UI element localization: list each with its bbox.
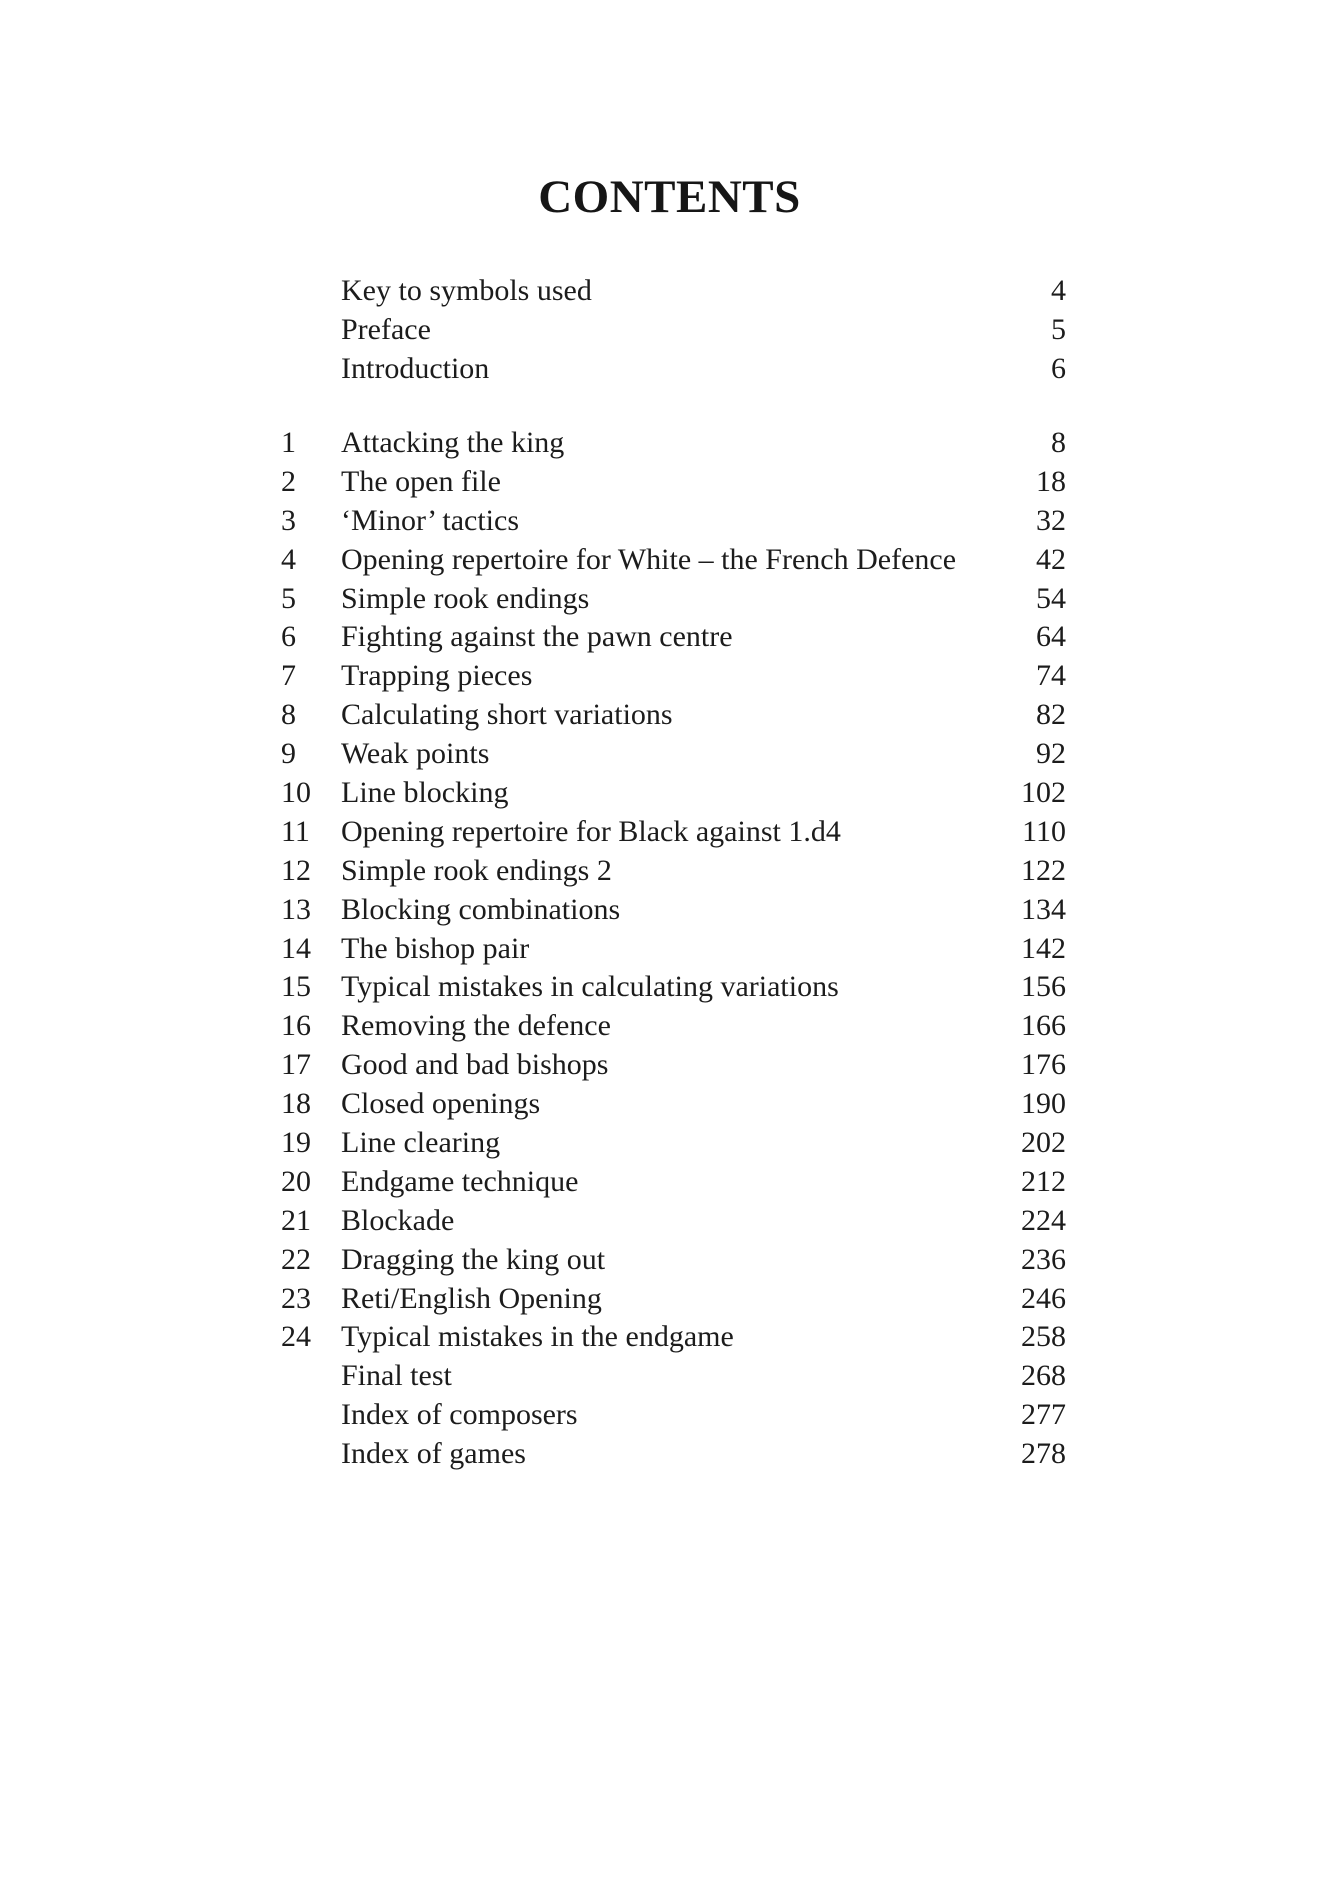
page-number: 258 [1021, 1320, 1066, 1354]
chapter-title: Good and bad bishops [341, 1048, 609, 1082]
chapter-title: Typical mistakes in the endgame [341, 1320, 734, 1354]
page-number: 74 [1036, 659, 1066, 693]
chapter-title: Final test [341, 1359, 452, 1393]
page-number: 134 [1021, 892, 1066, 926]
chapter-number: 13 [281, 892, 311, 926]
chapter-title: Closed openings [341, 1087, 541, 1121]
page-number: 6 [1051, 351, 1066, 385]
toc-row [281, 502, 1066, 541]
chapter-number: 7 [281, 659, 296, 693]
page-number: 110 [1022, 814, 1066, 848]
toc-row [281, 580, 1066, 619]
chapter-number: 4 [281, 542, 296, 576]
chapter-title: Index of composers [341, 1398, 578, 1432]
toc-row [281, 657, 1066, 696]
chapter-title: Blocking combinations [341, 892, 621, 926]
toc-row [281, 311, 1066, 350]
chapter-number: 15 [281, 970, 311, 1004]
page-number: 54 [1036, 581, 1066, 615]
page-number: 176 [1021, 1048, 1066, 1082]
toc-row [281, 1202, 1066, 1241]
page-number: 190 [1021, 1087, 1066, 1121]
page-number: 202 [1021, 1126, 1066, 1160]
page-title: CONTENTS [538, 171, 801, 223]
chapter-title: Opening repertoire for White – the French Defence [341, 542, 957, 576]
toc-row [281, 774, 1066, 813]
chapter-number: 6 [281, 620, 296, 654]
toc-row [281, 968, 1066, 1007]
page-number: 4 [1051, 274, 1066, 307]
toc-row [281, 350, 1066, 389]
chapter-number: 20 [281, 1164, 311, 1198]
chapter-number: 24 [281, 1320, 311, 1354]
chapter-number: 18 [281, 1087, 311, 1121]
toc-row [281, 1280, 1066, 1319]
front-matter-list [281, 272, 1066, 389]
chapter-title: Trapping pieces [341, 659, 533, 693]
toc-row [281, 541, 1066, 580]
toc-row [281, 1007, 1066, 1046]
chapter-title: Calculating short variations [341, 698, 673, 732]
toc-row [281, 1163, 1066, 1202]
chapter-title: Dragging the king out [341, 1242, 606, 1276]
toc-row [281, 813, 1066, 852]
chapter-title: Preface [341, 312, 431, 346]
chapter-title: Fighting against the pawn centre [341, 620, 733, 654]
chapter-number: 21 [281, 1203, 311, 1237]
page-number: 277 [1021, 1398, 1066, 1432]
chapter-title: Index of games [341, 1437, 526, 1471]
chapter-number: 10 [281, 776, 311, 810]
page-number: 32 [1036, 503, 1066, 537]
chapter-title: Attacking the king [341, 426, 565, 459]
page-number: 82 [1036, 698, 1066, 732]
page-number: 156 [1021, 970, 1066, 1004]
toc-row [281, 1318, 1066, 1357]
chapter-list [281, 424, 1066, 1474]
page-number: 122 [1021, 853, 1066, 887]
toc-row [281, 696, 1066, 735]
page-number: 8 [1051, 426, 1066, 459]
chapter-number: 11 [281, 814, 310, 848]
chapter-title: Endgame technique [341, 1164, 579, 1198]
chapter-number: 19 [281, 1126, 311, 1160]
toc-row [281, 891, 1066, 930]
chapter-number: 16 [281, 1009, 311, 1043]
chapter-title: Line blocking [341, 776, 509, 810]
chapter-title: Simple rook endings 2 [341, 853, 612, 887]
page-number: 278 [1021, 1437, 1066, 1471]
chapter-number: 5 [281, 581, 296, 615]
chapter-title: Removing the defence [341, 1009, 611, 1043]
chapter-title: Typical mistakes in calculating variations [341, 970, 839, 1004]
toc-row [281, 618, 1066, 657]
page-number: 42 [1036, 542, 1066, 576]
page-number: 92 [1036, 737, 1066, 771]
chapter-number: 17 [281, 1048, 311, 1082]
toc-row [281, 424, 1066, 463]
chapter-number: 23 [281, 1281, 311, 1315]
page-number: 224 [1021, 1203, 1066, 1237]
toc-row [281, 1357, 1066, 1396]
chapter-title: Reti/English Opening [341, 1281, 602, 1315]
toc-row [281, 852, 1066, 891]
toc-row [281, 930, 1066, 969]
page-number: 142 [1021, 931, 1066, 965]
toc-row [281, 1085, 1066, 1124]
chapter-title: Blockade [341, 1203, 455, 1237]
toc-row [281, 735, 1066, 774]
chapter-title: Opening repertoire for Black against 1.d4 [341, 814, 841, 848]
toc-row [281, 272, 1066, 311]
page-number: 236 [1021, 1242, 1066, 1276]
toc-row [281, 1241, 1066, 1280]
toc-row [281, 1435, 1066, 1474]
chapter-title: Line clearing [341, 1126, 501, 1160]
chapter-title: Introduction [341, 351, 490, 385]
chapter-number: 8 [281, 698, 296, 732]
page-number: 18 [1036, 464, 1066, 498]
page-number: 212 [1021, 1164, 1066, 1198]
page-number: 268 [1021, 1359, 1066, 1393]
chapter-title: Weak points [341, 737, 490, 771]
toc-row [281, 1124, 1066, 1163]
toc-row [281, 463, 1066, 502]
chapter-title: Key to symbols used [341, 274, 592, 307]
chapter-number: 1 [281, 426, 296, 459]
page-number: 246 [1021, 1281, 1066, 1315]
chapter-number: 2 [281, 464, 296, 498]
chapter-title: The bishop pair [341, 931, 530, 965]
chapter-title: ‘Minor’ tactics [341, 503, 519, 537]
chapter-title: The open file [341, 464, 501, 498]
page-number: 102 [1021, 776, 1066, 810]
toc-row [281, 1396, 1066, 1435]
page-number: 166 [1021, 1009, 1066, 1043]
chapter-title: Simple rook endings [341, 581, 590, 615]
page-number: 5 [1051, 312, 1066, 346]
toc-row [281, 1046, 1066, 1085]
chapter-number: 9 [281, 737, 296, 771]
chapter-number: 3 [281, 503, 296, 537]
chapter-number: 22 [281, 1242, 311, 1276]
chapter-number: 12 [281, 853, 311, 887]
page-number: 64 [1036, 620, 1066, 654]
chapter-number: 14 [281, 931, 311, 965]
